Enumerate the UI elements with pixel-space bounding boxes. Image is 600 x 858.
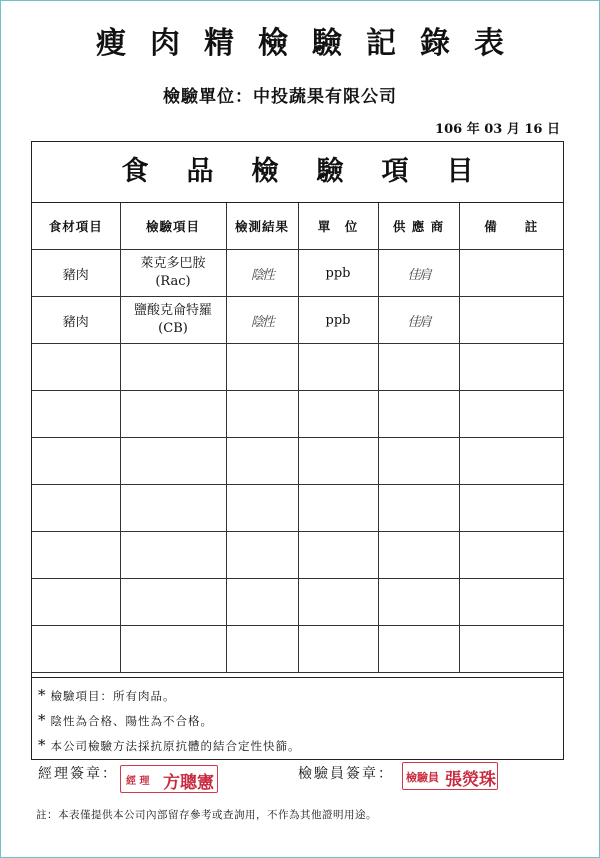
cell-result-handwritten: 陰性 <box>226 250 298 297</box>
cell-remark <box>459 297 563 344</box>
empty-cell <box>226 532 298 579</box>
organization-name: 中投蔬果有限公司 <box>253 87 397 107</box>
empty-cell <box>226 391 298 438</box>
empty-cell <box>226 626 298 673</box>
empty-cell <box>226 485 298 532</box>
note-item <box>38 711 213 729</box>
asterisk-icon: * <box>38 686 47 704</box>
cell-unit: ppb <box>298 250 378 297</box>
header-unit: 單 位 <box>298 203 378 250</box>
empty-cell <box>378 579 459 626</box>
table-row <box>32 297 563 344</box>
inspector-stamp-name: 張熒珠 <box>445 770 496 790</box>
empty-cell <box>378 438 459 485</box>
asterisk-icon: * <box>38 711 47 729</box>
manager-stamp-title: 經 理 <box>126 776 150 787</box>
empty-cell <box>32 438 120 485</box>
header-remark: 備 註 <box>459 203 563 250</box>
note-text: 檢驗項目：所有肉品。 <box>50 689 176 703</box>
empty-cell <box>226 579 298 626</box>
note-text: 本公司檢驗方法採抗原抗體的結合定性快篩。 <box>50 739 301 753</box>
test-name: 鹽酸克侖特羅 <box>133 303 212 318</box>
empty-cell <box>226 438 298 485</box>
test-name: 萊克多巴胺 <box>140 256 206 271</box>
empty-row <box>32 626 563 673</box>
table-row <box>32 250 563 297</box>
empty-cell <box>120 579 226 626</box>
cell-test-item <box>120 250 226 297</box>
empty-cell <box>120 626 226 673</box>
empty-row <box>32 391 563 438</box>
header-food-item: 食材項目 <box>32 203 120 250</box>
empty-cell <box>459 579 563 626</box>
inspection-grid <box>32 203 563 673</box>
empty-cell <box>378 626 459 673</box>
empty-cell <box>32 532 120 579</box>
header-test-item: 檢驗項目 <box>120 203 226 250</box>
note-item <box>38 736 301 754</box>
empty-cell <box>32 579 120 626</box>
empty-cell <box>298 438 378 485</box>
test-code: (Rac) <box>155 274 191 289</box>
empty-cell <box>120 344 226 391</box>
empty-row <box>32 532 563 579</box>
inspector-stamp <box>402 762 498 790</box>
note-text: 陰性為合格、陽性為不合格。 <box>50 714 213 728</box>
cell-supplier-handwritten: 佳肩 <box>378 297 459 344</box>
empty-cell <box>459 391 563 438</box>
cell-food-item: 豬肉 <box>32 250 120 297</box>
cell-food-item: 豬肉 <box>32 297 120 344</box>
header-result: 檢測結果 <box>226 203 298 250</box>
empty-cell <box>120 438 226 485</box>
empty-row <box>32 485 563 532</box>
empty-cell <box>459 532 563 579</box>
header-row <box>32 203 563 250</box>
empty-cell <box>32 485 120 532</box>
cell-supplier-handwritten: 佳肩 <box>378 250 459 297</box>
manager-stamp <box>120 765 218 793</box>
empty-cell <box>298 485 378 532</box>
empty-cell <box>378 485 459 532</box>
empty-row <box>32 344 563 391</box>
cell-unit: ppb <box>298 297 378 344</box>
empty-cell <box>32 626 120 673</box>
inspector-signature-label: 檢驗員簽章： <box>298 766 394 782</box>
empty-cell <box>378 344 459 391</box>
manager-stamp-name: 方聰憲 <box>163 773 214 793</box>
empty-cell <box>226 344 298 391</box>
empty-row <box>32 438 563 485</box>
note-item <box>38 686 176 704</box>
empty-cell <box>298 344 378 391</box>
asterisk-icon: * <box>38 736 47 754</box>
cell-test-item <box>120 297 226 344</box>
empty-cell <box>298 579 378 626</box>
document-title: 瘦肉精檢驗記錄表 <box>96 26 528 61</box>
empty-cell <box>378 391 459 438</box>
table-heading: 食品檢驗項目 <box>32 142 563 203</box>
empty-cell <box>459 438 563 485</box>
cell-result-handwritten: 陰性 <box>226 297 298 344</box>
inspector-stamp-title: 檢驗員 <box>406 771 439 784</box>
empty-cell <box>298 626 378 673</box>
notes-section <box>32 677 563 760</box>
header-supplier: 供 應 商 <box>378 203 459 250</box>
empty-cell <box>120 485 226 532</box>
empty-cell <box>378 532 459 579</box>
empty-row <box>32 579 563 626</box>
document-date: 106 年 03 月 16 日 <box>435 122 560 137</box>
empty-cell <box>298 532 378 579</box>
empty-cell <box>32 391 120 438</box>
empty-cell <box>459 626 563 673</box>
manager-signature-label: 經理簽章： <box>38 766 118 782</box>
empty-cell <box>120 391 226 438</box>
empty-cell <box>32 344 120 391</box>
organization-label: 檢驗單位： <box>163 87 253 107</box>
empty-cell <box>459 344 563 391</box>
inspection-table <box>31 141 564 760</box>
empty-cell <box>459 485 563 532</box>
cell-remark <box>459 250 563 297</box>
empty-cell <box>298 391 378 438</box>
test-code: (CB) <box>158 321 188 336</box>
organization-line <box>0 82 560 107</box>
footer-note: 註：本表僅提供本公司內部留存參考或查詢用，不作為其他證明用途。 <box>36 809 377 821</box>
empty-cell <box>120 532 226 579</box>
